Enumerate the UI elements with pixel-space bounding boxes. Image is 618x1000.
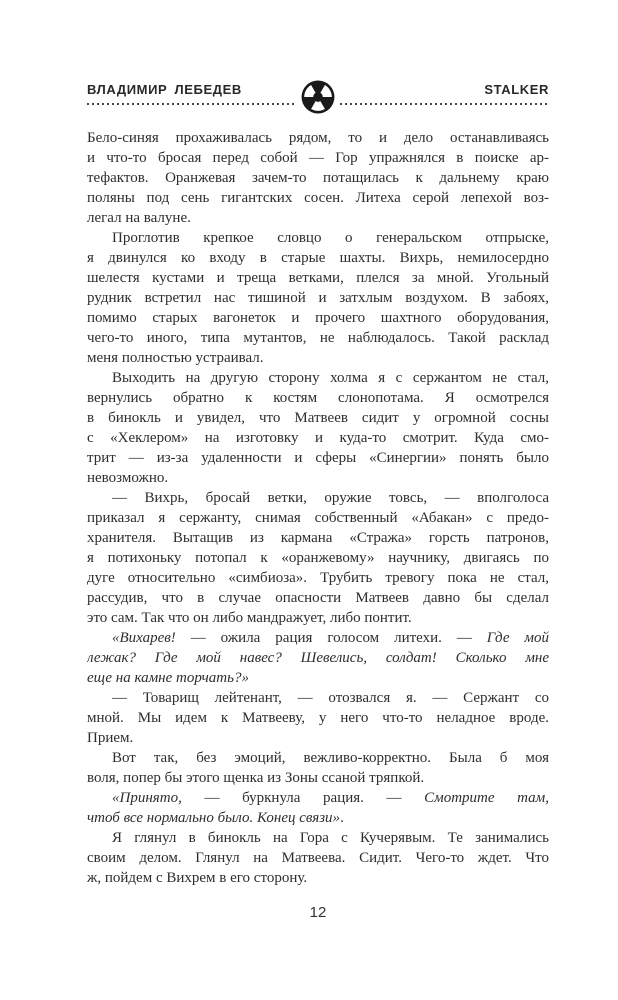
paragraph: [87, 128, 549, 228]
text-segment: в бинокль и увидел, что Матвеев сидит у огромной сосны: [87, 410, 549, 426]
text-line: [87, 508, 549, 528]
text-line: [87, 668, 549, 688]
text-segment: «Принято,: [112, 790, 182, 806]
text-segment: и что-то бросая перед собой — Гор упражнялся в поиске ар-: [87, 150, 549, 166]
text-segment: Смотрите там,: [424, 790, 549, 806]
running-head-author: ВЛАДИМИР ЛЕБЕДЕВ: [87, 82, 242, 97]
page-body: [87, 105, 549, 888]
text-line: [87, 128, 549, 148]
text-line: [87, 788, 549, 808]
radiation-icon: [298, 77, 338, 117]
text-line: [87, 168, 549, 188]
text-segment: Вот так, без эмоций, вежливо-корректно. Была б моя: [112, 750, 549, 766]
text-segment: я потихоньку потопал к «оранжевому» научнику, двигаясь по: [87, 550, 549, 566]
text-segment: невозможно.: [87, 470, 169, 486]
dotted-line-left: [87, 103, 296, 105]
text-line: [87, 328, 549, 348]
text-line: [87, 808, 549, 828]
text-line: [87, 288, 549, 308]
text-line: [87, 688, 549, 708]
text-line: [87, 708, 549, 728]
text-line: [87, 188, 549, 208]
text-segment: дуге относительно «симбиоза». Трубить тревогу пока не стал,: [87, 570, 549, 586]
paragraph: [87, 628, 549, 688]
paragraph: [87, 828, 549, 888]
text-line: [87, 628, 549, 648]
text-line: [87, 568, 549, 588]
text-segment: ж, пойдем с Вихрем в его сторону.: [87, 870, 308, 886]
dotted-line-right: [340, 103, 549, 105]
text-segment: чего-то иного, типа мутантов, не наблюдалось. Такой расклад: [87, 330, 549, 346]
text-line: [87, 548, 549, 568]
text-segment: тефактов. Оранжевая зачем-то потащилась к дальнему краю: [87, 170, 549, 186]
page-footer: [87, 904, 549, 921]
text-line: [87, 408, 549, 428]
text-segment: рассудив, что в случае опасности Матвеев давно бы сделал: [87, 590, 549, 606]
text-segment: Бело-синяя прохаживалась рядом, то и дело останавливаясь: [87, 130, 549, 146]
text-line: [87, 588, 549, 608]
text-line: [87, 848, 549, 868]
text-segment: воля, попер бы этого щенка из Зоны ссаной тряпкой.: [87, 770, 425, 786]
paragraph: [87, 228, 549, 368]
text-segment: мной. Мы идем к Матвееву, у него что-то неладное вроде.: [87, 710, 549, 726]
text-line: [87, 248, 549, 268]
text-segment: это сам. Так что он либо мандражует, либо понтит.: [87, 610, 412, 626]
text-line: [87, 768, 549, 788]
text-segment: еще на камне торчать?»: [87, 670, 249, 686]
text-line: [87, 648, 549, 668]
text-line: [87, 208, 549, 228]
running-head-series: STALKER: [484, 82, 549, 97]
text-line: [87, 308, 549, 328]
paragraph: [87, 368, 549, 488]
text-segment: Выходить на другую сторону холма я с сержантом не стал,: [112, 370, 549, 386]
text-line: [87, 148, 549, 168]
text-segment: — ожила рация голосом литехи. —: [175, 630, 487, 646]
text-segment: хранителя. Вытащив из кармана «Стража» горсть патронов,: [87, 530, 549, 546]
paragraph: [87, 748, 549, 788]
text-segment: Проглотив крепкое словцо о генеральском отпрыске,: [112, 230, 549, 246]
page-number: 12: [309, 904, 327, 921]
text-segment: рудник встретил нас тишиной и затхлым воздухом. В забоях,: [87, 290, 549, 306]
text-line: [87, 268, 549, 288]
text-line: [87, 228, 549, 248]
text-segment: — буркнула рация. —: [181, 790, 425, 806]
paragraph: [87, 788, 549, 828]
text-segment: чтоб все нормально было. Конец связи»: [87, 810, 341, 826]
text-line: [87, 368, 549, 388]
text-segment: вернулись обратно к костям слонопотама. Я осмотрелся: [87, 390, 549, 406]
text-segment: легал на валуне.: [87, 210, 191, 226]
paragraph: [87, 488, 549, 628]
text-segment: Я глянул в бинокль на Гора с Кучерявым. Те занимались: [112, 830, 549, 846]
text-segment: я двинулся ко входу в старые шахты. Вихрь, немилосердно: [87, 250, 549, 266]
text-line: [87, 348, 549, 368]
text-line: [87, 748, 549, 768]
text-segment: поляны под сень гигантских сосен. Литеха серой лепехой воз-: [87, 190, 549, 206]
text-segment: Прием.: [87, 730, 134, 746]
text-segment: — Вихрь, бросай ветки, оружие товсь, — вполголоса: [112, 490, 549, 506]
text-line: [87, 388, 549, 408]
text-line: [87, 428, 549, 448]
text-segment: — Товарищ лейтенант, — отозвался я. — Сержант со: [112, 690, 549, 706]
text-segment: лежак? Где мой навес? Шевелись, солдат! Сколько мне: [87, 650, 549, 666]
text-line: [87, 528, 549, 548]
page-header: [87, 82, 549, 105]
text-segment: своим делом. Глянул на Матвеева. Сидит. Чего-то ждет. Что: [87, 850, 549, 866]
text-segment: меня полностью устраивал.: [87, 350, 264, 366]
text-line: [87, 608, 549, 628]
paragraph: [87, 688, 549, 748]
text-segment: .: [340, 810, 344, 826]
text-line: [87, 868, 549, 888]
text-segment: трит — из-за удаленности и сферы «Синергии» понять было: [87, 450, 549, 466]
text-segment: приказал я сержанту, снимая собственный «Абакан» с предо-: [87, 510, 549, 526]
text-line: [87, 488, 549, 508]
text-segment: с «Хеклером» на изготовку и куда-то смотрит. Куда смо-: [87, 430, 549, 446]
text-line: [87, 468, 549, 488]
text-line: [87, 448, 549, 468]
text-line: [87, 828, 549, 848]
text-segment: Где мой: [486, 630, 549, 646]
text-segment: помимо старых вагонеток и прочего шахтного оборудования,: [87, 310, 549, 326]
text-segment: шелестя кустами и треща ветками, плелся за мной. Угольный: [87, 270, 549, 286]
text-line: [87, 728, 549, 748]
text-segment: «Вихарев!: [112, 630, 176, 646]
